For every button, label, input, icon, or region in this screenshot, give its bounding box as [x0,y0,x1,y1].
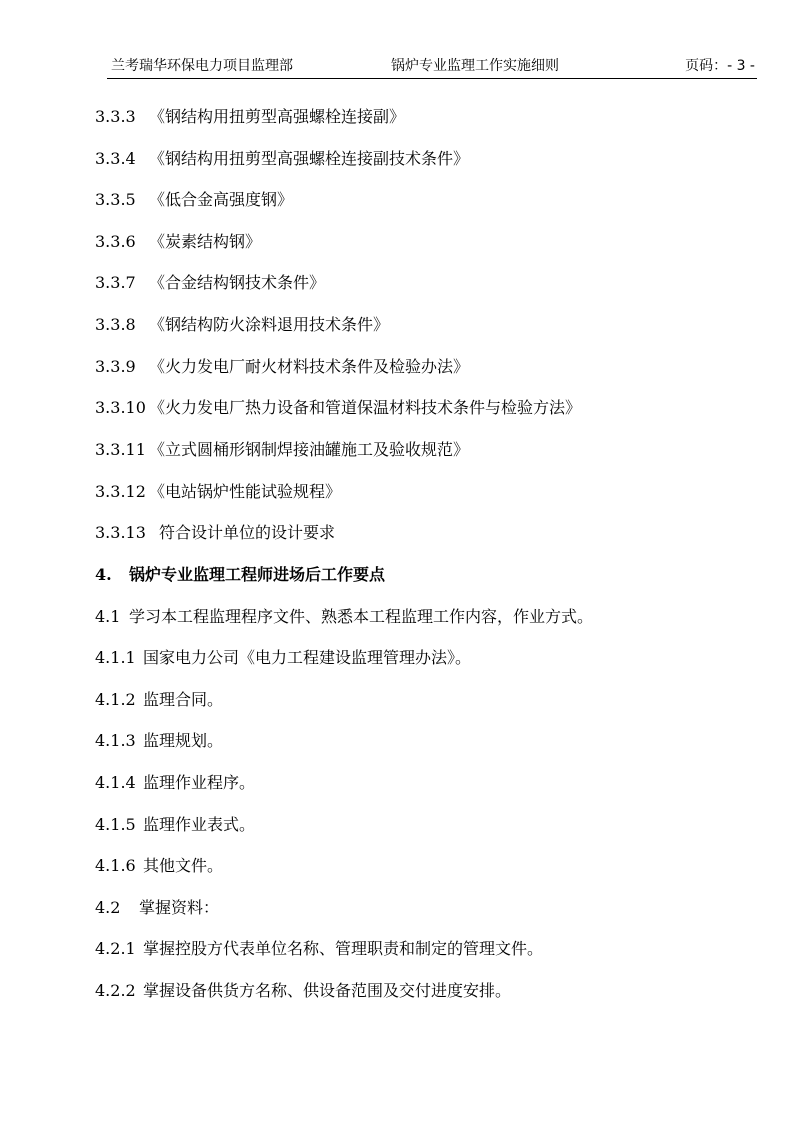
section-heading [95,564,385,586]
list-item [95,189,293,211]
header-document-title: 锅炉专业监理工作实施细则 [391,58,559,74]
list-item [95,148,469,170]
list-item [95,606,593,628]
item-text: 掌握资料： [139,898,220,917]
item-number: 3.3.3 [95,107,136,126]
item-number: 3.3.4 [95,149,136,168]
item-number: 4.2 [95,898,121,917]
header-page-number: 页码：- 3 - [685,58,755,74]
list-item [95,855,223,877]
list-item [95,647,471,669]
page-header [107,56,757,79]
item-text: 《火力发电厂耐火材料技术条件及检验办法》 [149,357,470,376]
list-item [95,689,223,711]
section-title: 锅炉专业监理工程师进场后工作要点 [129,565,386,584]
item-text: 掌握设备供货方名称、供设备范围及交付进度安排。 [143,981,512,1000]
item-text: 其他文件。 [143,856,224,875]
list-item [95,439,469,461]
item-number: 4.2.1 [95,939,136,958]
list-item [95,980,511,1002]
item-number: 4.2.2 [95,981,136,1000]
item-text: 《炭素结构钢》 [149,232,262,251]
item-text: 《钢结构防火涂料退用技术条件》 [149,315,390,334]
item-number: 3.3.11 [95,440,146,459]
item-number: 4.1.1 [95,648,136,667]
item-text: 监理作业表式。 [143,815,256,834]
item-text: 《合金结构钢技术条件》 [149,273,326,292]
list-item [95,772,255,794]
list-item [95,231,261,253]
item-text: 监理规划。 [143,731,224,750]
item-number: 3.3.10 [95,398,146,417]
list-item [95,272,325,294]
item-number: 3.3.8 [95,315,136,334]
list-item [95,522,335,544]
list-item [95,730,223,752]
item-text: 学习本工程监理程序文件、熟悉本工程监理工作内容，作业方式。 [129,607,594,626]
item-text: 监理合同。 [143,690,224,709]
item-text: 《立式圆桶形钢制焊接油罐施工及验收规范》 [149,440,470,459]
item-number: 4.1.3 [95,731,136,750]
item-text: 《火力发电厂热力设备和管道保温材料技术条件与检验方法》 [149,398,582,417]
item-number: 3.3.5 [95,190,136,209]
item-text: 《钢结构用扭剪型高强螺栓连接副》 [149,107,406,126]
list-item [95,814,255,836]
item-text: 掌握控股方代表单位名称、管理职责和制定的管理文件。 [143,939,544,958]
item-number: 3.3.9 [95,357,136,376]
header-organization: 兰考瑞华环保电力项目监理部 [111,58,293,74]
item-number: 3.3.6 [95,232,136,251]
list-item [95,938,543,960]
item-number: 4.1 [95,607,121,626]
item-text: 《钢结构用扭剪型高强螺栓连接副技术条件》 [149,149,470,168]
item-number: 4.1.2 [95,690,136,709]
list-item [95,397,581,419]
item-number: 4.1.4 [95,773,136,792]
item-text: 国家电力公司《电力工程建设监理管理办法》。 [143,648,472,667]
item-text: 《电站锅炉性能试验规程》 [149,482,342,501]
item-text: 《低合金高强度钢》 [149,190,294,209]
list-item [95,897,219,919]
section-number: 4. [95,565,112,584]
list-item [95,314,389,336]
item-text: 监理作业程序。 [143,773,256,792]
item-number: 3.3.12 [95,482,146,501]
item-number: 4.1.6 [95,856,136,875]
list-item [95,481,341,503]
item-number: 3.3.13 [95,523,146,542]
list-item [95,356,469,378]
item-number: 3.3.7 [95,273,136,292]
list-item [95,106,405,128]
item-text: 符合设计单位的设计要求 [159,523,336,542]
item-number: 4.1.5 [95,815,136,834]
